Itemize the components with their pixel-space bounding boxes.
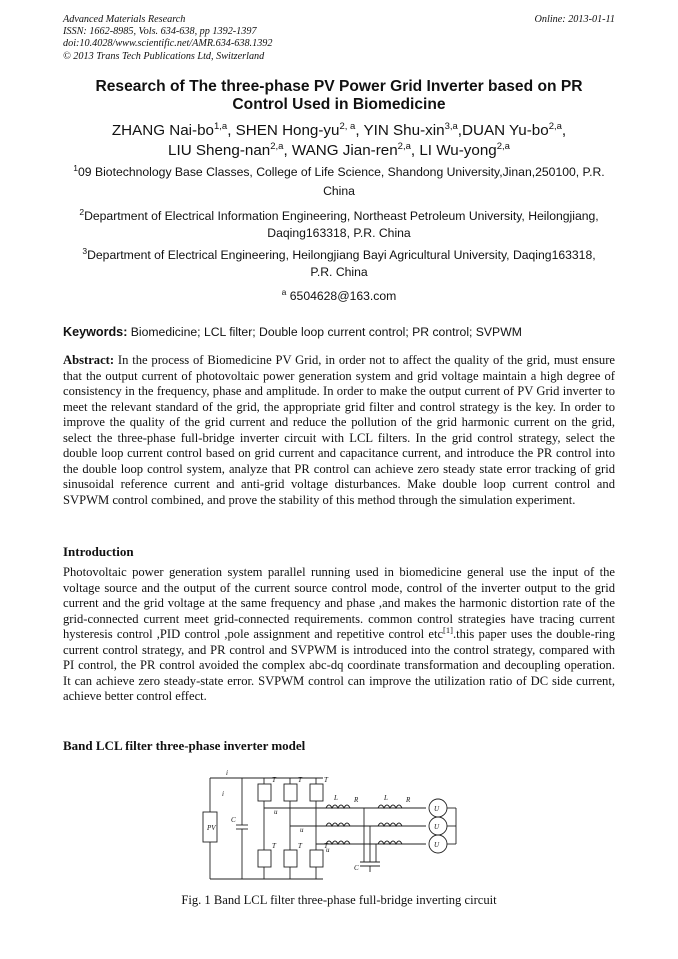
- author-sup: 2,a: [496, 140, 510, 152]
- author-name: ZHANG Nai-bo: [111, 122, 214, 139]
- affiliation-sup: 1: [73, 162, 79, 173]
- author-sup: 2, a: [339, 120, 356, 132]
- resistor-r1-label: R: [354, 796, 359, 804]
- journal-header: [63, 14, 615, 63]
- author-sup: 3,a: [444, 120, 458, 132]
- affiliation-3: [63, 246, 615, 282]
- switch-label: T: [272, 776, 276, 784]
- author-name: WANG Jian-ren: [291, 141, 398, 159]
- affiliation-sup: 3: [82, 245, 88, 256]
- author-name: LIU Sheng-nan: [168, 141, 271, 159]
- phase-voltage-label: u: [326, 846, 330, 854]
- issn-line: ISSN: 1662-8985, Vols. 634-638, pp 1392-1397: [63, 26, 257, 38]
- keywords-label: Keywords:: [63, 325, 128, 339]
- journal-name: Advanced Materials Research: [63, 14, 186, 25]
- title-line-1: Research of The three-phase PV Power Grid Inverter based on PR: [95, 78, 583, 95]
- resistor-r2-label: R: [406, 796, 411, 804]
- abstract-label: Abstract:: [63, 353, 115, 367]
- switch-label: T: [324, 842, 328, 850]
- introduction-heading: Introduction: [63, 544, 134, 559]
- affiliation-text: 09 Biotechnology Base Classes, College of Life Science, Shandong University,Jinan,250100, P.R.: [78, 165, 605, 179]
- author-name: DUAN Yu-bo: [462, 122, 549, 139]
- citation-ref: [1]: [443, 624, 453, 635]
- paper-title: [63, 78, 615, 114]
- dc-capacitor-label: C: [231, 816, 236, 824]
- affiliation-1: [63, 163, 615, 201]
- phase-voltage-label: u: [300, 826, 304, 834]
- copyright-line: © 2013 Trans Tech Publications Ltd, Switzerland: [63, 50, 265, 62]
- email-line: [63, 287, 615, 306]
- phase-voltage-label: u: [274, 808, 278, 816]
- switch-label: T: [324, 776, 328, 784]
- affiliation-text: P.R. China: [310, 265, 368, 280]
- inductor-l2-label: L: [384, 794, 388, 802]
- grid-voltage-label: U: [434, 805, 440, 813]
- author-name: SHEN Hong-yu: [235, 122, 340, 139]
- title-line-2: Control Used in Biomedicine: [232, 96, 446, 113]
- author-sup: 2,a: [397, 140, 411, 152]
- author-sup: 2,a: [270, 140, 284, 152]
- author-name: LI Wu-yong: [419, 141, 497, 159]
- author-sup: 2,a: [548, 120, 562, 132]
- pv-current-label: i: [226, 769, 228, 777]
- author-name: YIN Shu-xin: [363, 122, 445, 139]
- abstract-text: In the process of Biomedicine PV Grid, in order not to affect the quality of the grid, must ensure that the output current of photovoltaic power generation system and grid voltage maintain a high degree of consistency in the frequency, phase and amplitude. In order to make the output current of PV Grid inverter to meet the relevant standard of the grid, the appropriate grid filter and control strategy is the key. In order to improve the quality of the grid current and reduce the pollution of the grid harmonic current on the grid, select the three-phase full-bridge inverter circuit with LCL filters. In the grid control strategy, select the double loop current control based on grid current and capacitance current, and introduce the PR control into the double loop control system, analyze that PR control can achieve zero steady state error tracking of grid sinusoidal reference current and anti-grid voltage disturbances. Make double loop current control and SVPWM control combined, and prove the stability of this method through the simulation experiment.: [63, 353, 615, 507]
- affiliation-text: Department of Electrical Engineering, Heilongjiang Bayi Agricultural University, Daqing163318,: [87, 248, 596, 262]
- keywords-text: Biomedicine; LCL filter; Double loop current control; PR control; SVPWM: [130, 325, 522, 339]
- author-list: [63, 121, 615, 160]
- author-line-2: LIU Sheng-nan$^{2,a}$, WANG Jian-ren$^{2,a}$, LI Wu-yong$^{2,a}$: [168, 140, 510, 159]
- online-date: Online: 2013-01-11: [534, 14, 615, 25]
- current-label: i: [222, 790, 224, 798]
- introduction-text: Photovoltaic power generation system parallel running used in biomedicine general use the input of the voltage source and the output of the current source control mode, control of the inverter output to the grid current and the grid voltage at the same frequency and phase ,and makes the harmonic distortion rate of the grid-connected current meet grid-connected requirements. common control strategies have tracing current hysteresis control ,PID control ,pole assignment and repetitive control etc: [63, 565, 615, 641]
- affiliation-sup: 2: [79, 206, 85, 217]
- doi-line: doi:10.4028/www.scientific.net/AMR.634-638.1392: [63, 38, 273, 50]
- affiliation-text: Department of Electrical Information Engineering, Northeast Petroleum University, Heilongjiang,: [84, 209, 599, 223]
- inductor-l1-label: L: [334, 794, 338, 802]
- affiliation-text: China: [323, 184, 355, 199]
- email-sup: a: [281, 286, 287, 297]
- introduction-body: [63, 565, 615, 705]
- inverter-circuit-diagram: [198, 766, 463, 886]
- abstract: [63, 353, 615, 508]
- switch-label: T: [298, 776, 302, 784]
- keywords: [63, 325, 615, 339]
- affiliation-text: Daqing163318, P.R. China: [267, 226, 411, 241]
- author-sup: 1,a: [213, 120, 228, 132]
- email-address: 6504628@163.com: [289, 289, 397, 303]
- grid-voltage-label: U: [434, 823, 440, 831]
- pv-label: PV: [207, 824, 216, 832]
- author-line-1: ZHANG Nai-bo$^{1,a}$, SHEN Hong-yu$^{2, a}$, YIN Shu-xin$^{3,a}$,DUAN Yu-bo$^{2,a}$,: [111, 120, 567, 139]
- switch-label: T: [298, 842, 302, 850]
- filter-capacitor-label: C: [354, 864, 359, 872]
- introduction-text: .this paper uses the double-ring current control strategy, and PR control and SVPWM is introduced into the control strategy, compared with PI control, the PR control avoided the complex abc-dq coordinate transformation and decoupling operation. It can achieve zero steady-state error. SVPWM control can improve the utilization ratio of DC side current, achieve better control effect.: [63, 627, 615, 703]
- switch-label: T: [272, 842, 276, 850]
- section-heading: Band LCL filter three-phase inverter model: [63, 738, 306, 753]
- affiliation-2: [63, 207, 615, 243]
- figure-caption: Fig. 1 Band LCL filter three-phase full-bridge inverting circuit: [181, 893, 497, 907]
- grid-voltage-label: U: [434, 841, 440, 849]
